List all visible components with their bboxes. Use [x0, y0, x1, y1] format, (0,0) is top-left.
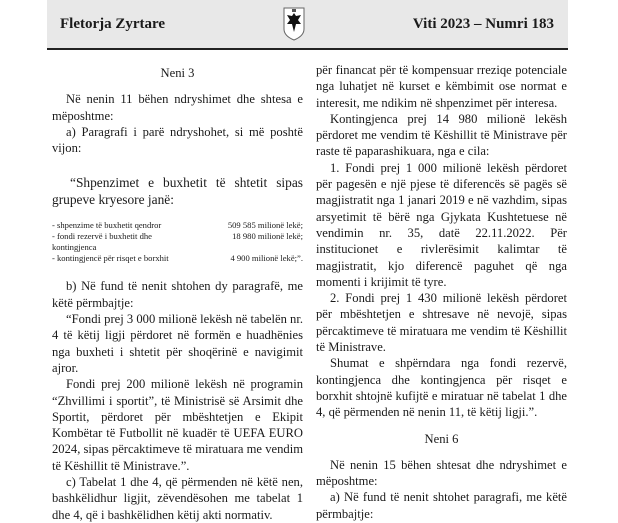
page-header — [47, 0, 568, 50]
point-c: c) Tabelat 1 dhe 4, që përmenden në këtë nen, bashkëlidhur ligjit, zëvendësohen me tabelat 1 dhe 4, që i bashkëlidhen këtij akti normativ. — [52, 475, 303, 522]
budget-row — [52, 253, 303, 264]
budget-value: 18 980 milionë lekë; — [232, 231, 303, 242]
distribution-paragraph: Shumat e shpërndara nga fondi rezervë, kontingjenca dhe kontingjenca për risqet e borxhit shtojnë kufijtë e miratuar në tabelat 1 dhe 4, që përmenden në nenin 11, të këtij ligji.”. — [316, 356, 567, 420]
budget-row — [52, 231, 303, 253]
right-column — [316, 62, 567, 522]
item-2: 2. Fondi prej 1 430 milionë lekësh përdoret për mbështetjen e shtresave në nevojë, sipas përcaktimeve të miratuara me vendim të Këshillit të Ministrave. — [316, 291, 567, 355]
paragraph-fund-3000: “Fondi prej 3 000 milionë lekësh në tabelën nr. 4 të këtij ligji përdoret në formën e huadhënies nga buxheti i shtetit për shoqërinë e navigimit ajror. — [52, 312, 303, 375]
budget-label: - kontingjencë për risqet e borxhit — [52, 253, 169, 264]
point-b: b) Në fund të nenit shtohen dy paragrafë, me këtë përmbajtje: — [52, 279, 303, 310]
article-title: Neni 3 — [160, 66, 195, 80]
article-intro: Në nenin 11 bëhen ndryshimet dhe shtesa e mëposhtme: — [52, 92, 303, 123]
point-a: a) Në fund të nenit shtohet paragrafi, me këtë përmbajtje: — [316, 490, 567, 521]
budget-value: 509 585 milionë lekë; — [227, 220, 303, 231]
article-title: Neni 6 — [424, 431, 459, 446]
continuation-paragraph: për financat për të kompensuar rreziqe potenciale nga luhatjet në kurset e këmbimit ose normat e interesit, me ndikim në shpenzimet për interesa. — [316, 63, 567, 110]
budget-row — [52, 220, 303, 231]
publication-name: Fletorja Zyrtare — [60, 16, 166, 32]
budget-label: - fondi rezervë i buxhetit dhe kontingjenca — [52, 231, 152, 253]
budget-table — [52, 220, 303, 264]
left-column — [52, 62, 303, 523]
contingency-intro: Kontingjenca prej 14 980 milionë lekësh përdoret me vendim të Këshillit të Ministrave për raste të paparashikuara, nga e cila: — [316, 111, 567, 159]
budget-quote-heading: “Shpenzimet e buxhetit të shtetit sipas grupeve kryesore janë: — [52, 175, 303, 208]
budget-label: - shpenzime të buxhetit qendror — [52, 220, 162, 231]
article-intro: Në nenin 15 bëhen shtesat dhe ndryshimet e mëposhtme: — [316, 457, 567, 489]
budget-value: 4 900 milionë lekë;”. — [230, 253, 303, 264]
issue-number: Viti 2023 – Numri 183 — [412, 16, 554, 32]
item-1: 1. Fondi prej 1 000 milionë lekësh përdoret për pagesën e një pjese të diferencës së pagës së magjistratit nga 1 janari 2019 e në vazhdim, sipas arsyetimit të bërë nga Gjykata Kushtetuese në vendimin nr. 35, datë 22.11.2022. Për institucionet e rivlerësimit kalimtar të magjistratit, kjo diferencë paguhet që nga momenti i krijimit të tyre. — [316, 160, 567, 289]
paragraph-fund-200: Fondi prej 200 milionë lekësh në programin “Zhvillimi i sportit”, të Ministrisë së Arsimit dhe Sportit, përdoret për mbështetjen e Ekipit Kombëtar të Futbollit në kuadër të UEFA EURO 2024, sipas përcaktimeve të miratuara me vendim të Këshillit të Ministrave.”. — [52, 377, 303, 473]
albanian-coat-of-arms-icon — [282, 5, 306, 41]
point-a: a) Paragrafi i parë ndryshohet, si më poshtë vijon: — [52, 124, 303, 156]
